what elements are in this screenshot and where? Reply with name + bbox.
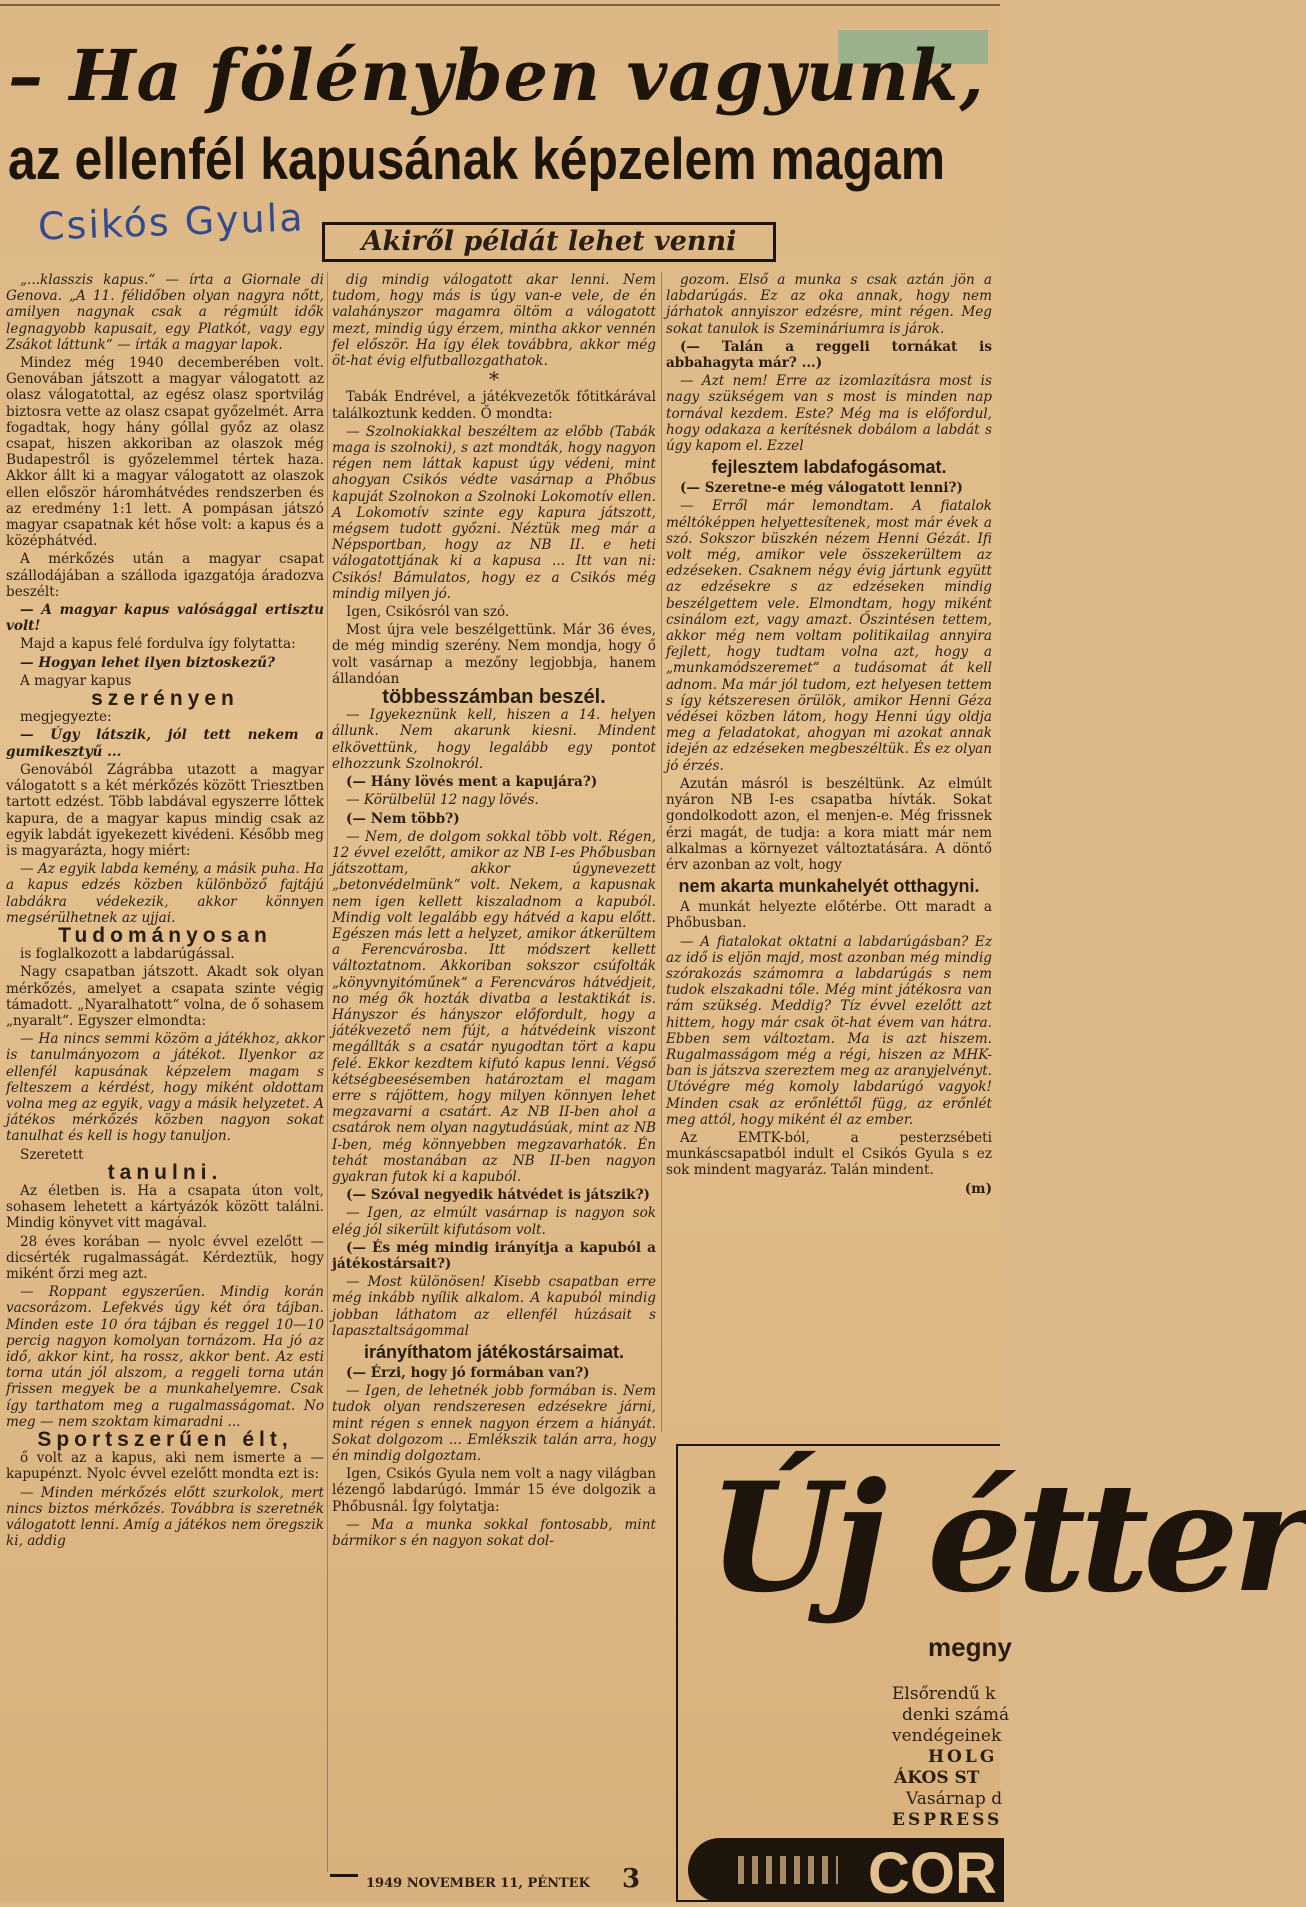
footer-rule — [330, 1874, 358, 1877]
quote: — Azt nem! Erre az izomlazításra most is nagy szükségem van s most is minden nap tornával kezdem. Este? Még ma is előfordul, hogy odakaza a kerítésnek dobálom a labdát s úgy kapom el. Ezzel — [666, 373, 992, 455]
paragraph: Az EMTK-ból, a pesterzsébeti munkáscsapatból indult el Csikós Gyula s ez sok mindent magyaráz. Talán mindent. — [666, 1129, 992, 1179]
question: (— Érzi, hogy jó formában van?) — [346, 1365, 590, 1381]
paragraph: megjegyezte: — [20, 709, 112, 726]
quote: gozom. Első a munka s csak aztán jön a labdarúgás. Ez az oka annak, hogy nem járhatok annyiszor edzésre, mint régen. Meg sokat tanulok is Szemináriumra is járok. — [666, 272, 992, 337]
paragraph: Az életben is. Ha a csapata úton volt, sohasem lehetett a kártyázók között találni. Mindig könyvet vitt magával. — [6, 1182, 324, 1232]
ad-line: vendégeinek — [892, 1726, 1002, 1746]
paragraph: Azután másról is beszéltünk. Az elmúlt nyáron NB I-es csapatba hívták. Sokat gondolkodott azon, el menjen-e. Még frissnek érzi magát, de tudja: a kora miatt már nem alkalmas a környezet változtatására. A döntő érv azonban az volt, hogy — [666, 775, 992, 873]
paragraph: Igen, Csikósról van szó. — [346, 604, 510, 621]
quote: — Erről már lemondtam. A fiatalok méltóképpen helyettesítenek, most már évek a szó. Sokszor büszkén nézem Henni Gézát. Ifi volt még, amikor vele összekerültem az edzéseken. Csaknem négy évig jártunk együtt az edzésekre s az edzéseken mindig beszélgettem vele. Elmondtam, hogy miként csinálom ezt, vagy amazt. Őszintésen tettem, akkor még nem voltam politikailag annyira fejlett, hogy tudtam volna azt, hogy a „munkamódszeremet“ a tudásomat át kell adnom. Ma már jól tudom, ezt helyesen tettem s így kétszeresen örülök, amikor Henni Géza védései közben látom, hogy Henni úgy oldja meg a feladatokat, ahogyan mi azokat annak idején az edzéseken megbeszéltük. És ez olyan jó érzés. — [666, 498, 992, 774]
handwritten-signature: Csikós Gyula — [37, 195, 306, 249]
question: (— Nem több?) — [346, 810, 460, 827]
paragraph: „...klasszis kapus.“ — írta a Giornale di Genova. „A 11. félidőben olyan nagyra nőtt, amilyen nagynak csak a régmúlt idők legnagyobb kapusait, egy Platkót, vagy egy Zsákot láttunk“ — írták a magyar lapok. — [6, 272, 324, 353]
quote: — A magyar kapus valósággal ertisztu volt! — [6, 602, 324, 635]
subheading: fejlesztem labdafogásomat. — [711, 457, 947, 478]
paragraph: is foglalkozott a labdarúgással. — [20, 946, 235, 963]
subheading: szerényen — [91, 687, 239, 711]
quote: dig mindig válogatott akar lenni. Nem tudom, hogy más is úgy van-e vele, de én valahányszor magamra öltöm a válogatott mezt, mindig úgy érzem, mintha akkor vennén fel először. Ha így élek továbbra, akkor még öt-hat évig elfutballozgathatok. — [332, 272, 656, 370]
paragraph: A mérkőzés után a magyar csapat szállodájában a szálloda igazgatója áradozva beszélt: — [6, 551, 324, 600]
question: (— Szeretne-e még válogatott lenni?) — [680, 480, 963, 497]
quote: — Most különösen! Kisebb csapatban erre még inkább nyílik alkalom. A kapuból mindig jobban láthatom az ellenfél húzásait s lapasztaltságommal — [332, 1274, 656, 1339]
subheading: tanulni. — [107, 1160, 223, 1184]
restaurant-advertisement — [676, 1444, 1306, 1906]
quote: — Roppant egyszerűen. Mindig korán vacsorázom. Lefekvés úgy két óra tájban. Minden este 10 óra tájban és reggel 10—10 percig nagyon komolyan tornázom. Ha jó az idő, akkor kint, ha rossz, akkor bent. Az esti torna után jól alszom, a reggeli torna után frissen megyek be a munkahelyemre. Csak így tarthatom meg a rugalmasságomat. No meg — nem szoktam kimaradni ... — [6, 1284, 324, 1430]
subheading: nem akarta munkahelyét otthagyni. — [678, 876, 980, 897]
paragraph: A munkát helyezte előtérbe. Ott maradt a Phőbusban. — [666, 899, 992, 932]
quote: — Az egyik labda kemény, a másik puha. Ha a kapus edzés közben különböző fajtájú labdákra védekezik, akkor könnyen megsérülhetnek az ujjai. — [6, 861, 324, 926]
ad-brand: COR — [868, 1841, 997, 1906]
quote: — A fiatalokat oktatni a labdarúgásban? Ez az idő is eljön majd, most azonban még mindig szórakozás számomra a labdarúgás s nem tudok elszakadni tőle. Még mint játékosra van rám szükség. Meddig? Tíz évvel ezelőtt azt hittem, hogy már csak öt-hat évem van hátra. Ebben sem változtam. Ma is azt hiszem. Rugalmasságom még a régi, hiszen az MHK-ban is játszva szereztem meg az aranyjelvényt. Utóvégre még komoly labdarúgó vagyok! Minden csak az erőnléttől függ, az erőnlét meg attól, hogy miként él az ember. — [666, 933, 992, 1128]
question: (— Szóval negyedik hátvédet is játszik?) — [346, 1187, 650, 1204]
paragraph: A magyar kapus — [20, 672, 132, 689]
column-separator — [661, 272, 662, 1432]
quote: — Ha nincs semmi közöm a játékhoz, akkor is tanulmányozom a játékot. Ilyenkor az ellenfél kapusának képzelem magam s felteszem a kérdést, hogy miként oldottam volna meg az egyik, vagy a másik helyzetet. A játékos mérkőzés közben nagyon sokat tanulhat és kell is hogy tanuljon. — [6, 1031, 324, 1145]
subheading: Tudományosan — [58, 923, 272, 947]
paragraph: Genovából Zágrábba utazott a magyar válogatott s a két mérkőzés között Triesztben tartott edzést. Több labdával egyszerre lőttek kapura, de a magyar kapus mindig csak az egyik labdát igyekezett kivédeni. Később meg is magyarázta, hogy miért: — [6, 761, 324, 859]
ad-line: ÁKOS ST — [894, 1768, 980, 1788]
ad-line: denki számá — [902, 1705, 1010, 1725]
quote: — Igen, de lehetnék jobb formában is. Nem tudok olyan rendszeresen edzésekre járni, mint régen s ennek nagyon érzem a hiányát. Sokat dolgozom ... Emlékszik talán arra, hogy én mindig dolgoztam. — [332, 1383, 656, 1465]
issue-date: 1949 NOVEMBER 11, PÉNTEK — [366, 1876, 590, 1891]
quote: — Igen, az elmúlt vasárnap is nagyon sok elég jól sikerült kifutásom volt. — [332, 1205, 656, 1238]
question: (— Talán a reggeli tornákat is abbahagyta már? ...) — [666, 338, 992, 372]
ad-script-title: Új étter — [708, 1450, 1306, 1626]
grill-icon — [738, 1856, 838, 1884]
headline-line-1: – Ha fölényben vagyunk, — [8, 34, 985, 117]
question: (— És még mindig irányítja a kapuból a játékostársait?) — [332, 1239, 656, 1272]
headline-line-2: az ellenfél kapusának képzelem magam — [8, 127, 946, 192]
paragraph: Tabák Endrével, a játékvezetők főtitkárával találkoztunk kedden. Ő mondta: — [332, 389, 656, 422]
ad-line: megny — [928, 1632, 1012, 1662]
ad-line: HOLG — [928, 1747, 998, 1767]
author-initial: (m) — [964, 1180, 992, 1197]
quote: — Szolnokiakkal beszéltem az előbb (Tabák maga is szolnoki), s azt mondták, hogy nagyon régen nem láttak kapust úgy védeni, mint ahogyan Csikós védte vasárnap a Phőbus kapuját Szolnokon a Szolnoki Lokomotív ellen. A Lokomotív szinte egy kapura játszott, mégsem tudott győzni. Néztük meg már a Népsportban, hogy az NB II. e heti válogatottjának ki a kapusa ... Itt van ni: Csikós! Bámulatos, hogy ez a Csikós még mindig milyen jó. — [332, 423, 656, 602]
quote: — Minden mérkőzés előtt szurkolok, mert nincs biztos mérkőzés. Továbbra is szeretnék válogatott lenni. Amíg a játékos nem öregszik ki, addig — [6, 1484, 324, 1550]
article-column-1 — [6, 272, 324, 1551]
paragraph: Szeretett — [20, 1146, 84, 1163]
quote: — Úgy látszik, jól tett nekem a gumikesztyű ... — [6, 727, 324, 760]
ad-line: ESPRESS — [892, 1810, 1003, 1830]
article-column-2 — [332, 272, 656, 1551]
page-footer — [330, 1864, 660, 1894]
subheading: többesszámban beszél. — [382, 686, 606, 709]
quote: — Ma a munka sokkal fontosabb, mint bármikor s én nagyon sokat dol- — [332, 1516, 656, 1550]
column-separator — [327, 272, 328, 1872]
paragraph: ő volt az a kapus, aki nem ismerte a — kapupénzt. Nyolc évvel ezelőtt mondta ezt is: — [6, 1450, 324, 1483]
kicker-box: Akiről példát lehet venni — [322, 222, 776, 262]
top-rule — [0, 4, 1000, 12]
quote: — Nem, de dolgom sokkal több volt. Régen, 12 évvel ezelőtt, amikor az NB I-es Phőbusban játszottam, akkor úgynevezett „betonvédelmünk“ volt. Nekem, a kapusnak nem igen kellett kiszaladnom a kapuból. Mindig volt legalább egy hátvéd a kapu előtt. Egészen más lett a helyzet, amikor átkerültem a Ferencvárosba. Itt módszert kellett változtatnom. Akkoriban sokszor csúfolták „könyvnyitóműnek“ a Ferencváros hátvédjeit, no még ők hozták divatba a lestaktikát is. Hányszor és hányszor előfordult, hogy a játékvezető nem fújt, a hátvédeink viszont megállták s a csatár nyugodtan tört a kapu felé. Ekkor kezdtem kifutó kapus lenni. Végső kétségbeesésemben határoztam el magam erre s rájöttem, hogy milyen könnyen lehet megzavarni a csatárt. Az NB II-ben ahol a csatárok nem olyan nagytudásúak, mint az NB I-ben, még könnyebben megzavarhatók. Én tehát mostanában az NB II-ben nagyon gyakran futok ki a kapuból. — [332, 828, 656, 1185]
paragraph: Igen, Csikós Gyula nem volt a nagy világban lézengő labdarúgó. Immár 15 éve dolgozik a Phőbusnál. Így folytatja: — [332, 1466, 656, 1515]
section-star: * — [489, 367, 499, 392]
quote: — Körülbelül 12 nagy lövés. — [346, 792, 539, 809]
ad-line: Vasárnap d — [906, 1789, 1003, 1809]
paragraph: 28 éves korában — nyolc évvel ezelőtt — dicsérték rugalmasságát. Kérdeztük, hogy miként őrzi meg azt. — [6, 1233, 324, 1282]
paragraph: Nagy csapatban játszott. Akadt sok olyan mérkőzés, amelyet a csapata szinte végig támadott. „Nyaralhatott“ volna, de ő sohasem „nyaralt“. Egyszer elmondta: — [6, 964, 324, 1029]
ad-line: Elsőrendű k — [892, 1684, 996, 1704]
paragraph: Majd a kapus felé fordulva így folytatta: — [20, 636, 296, 653]
question: (— Hány lövés ment a kapujára?) — [346, 774, 598, 791]
quote: — Igyekeznünk kell, hiszen a 14. helyen állunk. Nem akarunk kiesni. Mindent elkövettünk, hogy legalább egy pontot elhozzunk Szolnokról. — [332, 707, 656, 772]
quote: — Hogyan lehet ilyen biztoskezű? — [20, 654, 275, 671]
subheading: Sportszerűen élt, — [37, 1428, 293, 1452]
paragraph: Mindez még 1940 decemberében volt. Genovában játszott a magyar válogatott az olasz válogatottal, az egész olasz sportvilág biztosra vette az olasz csapat győzelmét. Arra fogadtak, hogy hány góllal győz az olasz csapat, hiszen akkoriban az olaszok még Budapestről is győzelemmel tértek haza. Akkor állt ki a magyar válogatott az olaszok ellen először háromhátvédes rendszerben és az eredmény 1:1 lett. A pompásan játszó magyar csapatnak két hőse volt: a kapus és a középhátvéd. — [6, 355, 324, 550]
page-number: 3 — [622, 1864, 641, 1894]
article-column-3 — [666, 272, 992, 1199]
paragraph: Most újra vele beszélgettünk. Már 36 éves, de még mindig szerény. Nem mondja, hogy ő volt vasárnap a mezőny legjobbja, hanem állandóan — [332, 622, 656, 687]
subheading: irányíthatom játékostársaimat. — [363, 1342, 625, 1362]
